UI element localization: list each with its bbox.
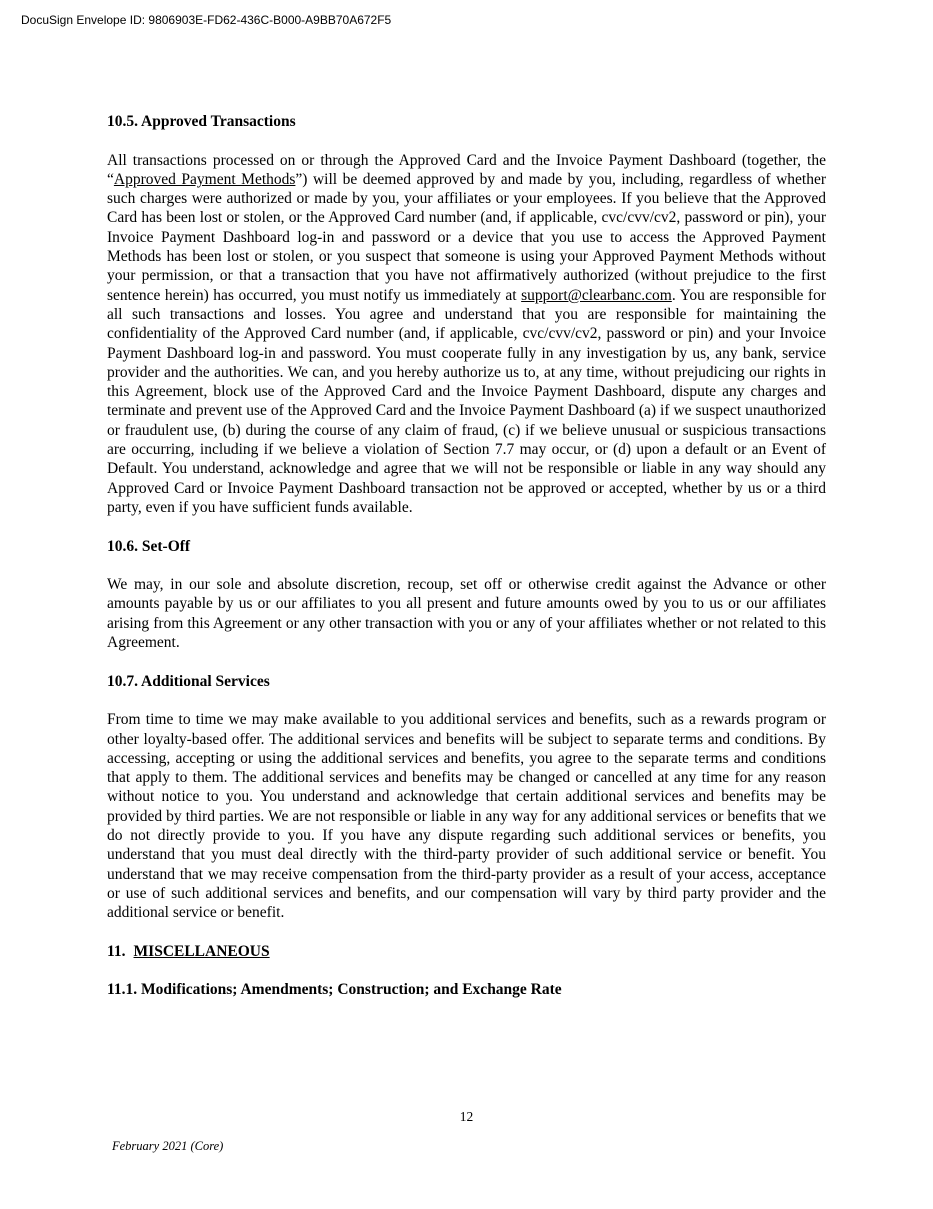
section-heading-11 bbox=[107, 942, 826, 961]
section-heading-10-7: 10.7. Additional Services bbox=[107, 672, 270, 690]
footer-version-note: February 2021 (Core) bbox=[112, 1139, 224, 1153]
paragraph-10-7: From time to time we may make available to you additional services and benefits, such as a rewards program or other loyalty-based offer. The additional services and benefits will be subject to separate terms and conditions. By accessing, accepting or using the additional services and benefits, you agree to the separate terms and conditions that apply to them. The additional services and benefits may be changed or cancelled at any time for any reason without notice to you. You understand and acknowledge that certain additional services and benefits may be provided by third parties. We are not responsible or liable in any way for any additional services or benefits that we do not directly provide to you. If you have any dispute regarding such additional services or benefits, you understand that you must deal directly with the third-party provider of such additional service or benefit. You understand that we may receive compensation from the third-party provider as a result of your access, acceptance or use of such additional services and benefits, and our compensation will vary by third party provider and the additional service or benefit. bbox=[107, 711, 826, 922]
defined-term-approved-payment-methods: Approved Payment Methods bbox=[113, 170, 296, 188]
document-body bbox=[107, 112, 826, 1019]
section-title-miscellaneous: MISCELLANEOUS bbox=[133, 942, 270, 960]
paragraph-text: ”) will be deemed approved by and made by you, including, regardless of whether such charges were authorized or made by you, your affiliates or your employees. If you believe that the Approved Card has been lost or stolen, or the Approved Card number (and, if applicable, cvc/cvv/cv2, password or pin), your Invoice Payment Dashboard log-in and password or a device that you use to access the Approved Payment Methods has been lost or stolen, or you suspect that someone is using your Approved Payment Methods without your permission, or that a transaction that you have not affirmatively authorized (without prejudice to the first sentence herein) has occurred, you must notify us immediately at bbox=[107, 170, 827, 304]
paragraph-text: All transactions processed on or through the Approved Card and the Invoice Payment Dashboard (together, the “ bbox=[107, 151, 826, 188]
section-number: 11. bbox=[107, 942, 126, 960]
section-heading-10-5: 10.5. Approved Transactions bbox=[107, 113, 296, 130]
section-heading-11-1: 11.1. Modifications; Amendments; Construction; and Exchange Rate bbox=[107, 981, 562, 999]
paragraph-text: . You are responsible for all such transactions and losses. You agree and understand that you are responsible for maintaining the confidentiality of the Approved Card number (and, if applicable, cvc/cvv/cv2, password or pin) and your Invoice Payment Dashboard log-in and password. You must cooperate fully in any investigation by us, any bank, service provider and the authorities. We can, and you hereby authorize us to, at any time, without prejudicing our rights in this Agreement, block use of the Approved Card and the Invoice Payment Dashboard, dispute any charges and terminate and prevent use of the Approved Card and the Invoice Payment Dashboard (a) if we suspect unauthorized or fraudulent use, (b) during the course of any claim of fraud, (c) if we believe unusual or suspicious transactions are occurring, including if we believe a violation of Section 7.7 may occur, or (d) upon a default or an Event of Default. You understand, acknowledge and agree that we will not be responsible or liable in any way should any Approved Card or Invoice Payment Dashboard transaction not be approved or accepted, whether by us or a third party, even if you have sufficient funds available. bbox=[107, 286, 826, 516]
paragraph-10-5 bbox=[107, 151, 826, 518]
support-email-link[interactable]: support@clearbanc.com bbox=[521, 286, 672, 304]
paragraph-10-6: We may, in our sole and absolute discretion, recoup, set off or otherwise credit against the Advance or other amounts payable by us or our affiliates to you all present and future amounts owed by you to us or our affiliates arising from this Agreement or any other transaction with you or any of your affiliates whether or not related to this Agreement. bbox=[107, 576, 826, 652]
page-number: 12 bbox=[459, 1109, 474, 1124]
section-heading-10-6: 10.6. Set-Off bbox=[107, 537, 191, 555]
docusign-envelope-id: DocuSign Envelope ID: 9806903E-FD62-436C-B000-A9BB70A672F5 bbox=[21, 13, 392, 27]
